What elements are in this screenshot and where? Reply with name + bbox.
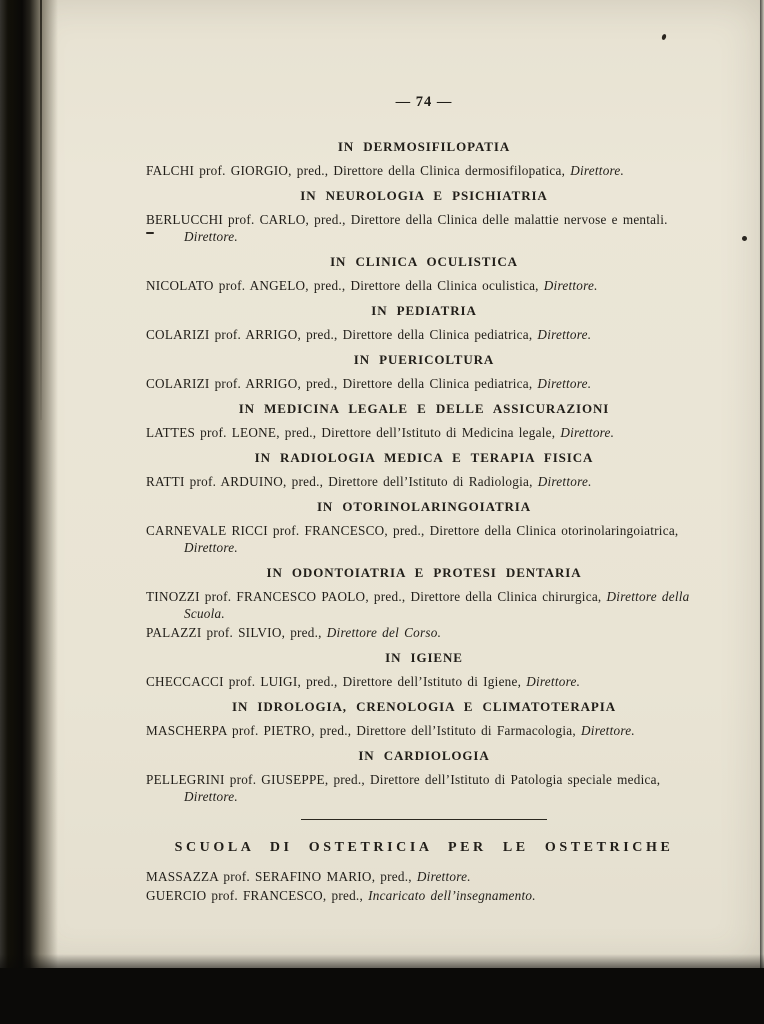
section-heading: IN ODONTOIATRIA E PROTESI DENTARIA	[266, 565, 582, 580]
entry-text: BERLUCCHI prof. CARLO, pred., Direttore della Clinica delle malattie nervose e mentali.	[146, 212, 668, 227]
directory-entry	[146, 887, 702, 904]
section-heading: IN IDROLOGIA, CRENOLOGIA E CLIMATOTERAPIA	[232, 699, 616, 714]
entry-text: CHECCACCI prof. LUIGI, pred., Direttore dell’Istituto di Igiene,	[146, 674, 527, 689]
entry-role-italic: Direttore.	[543, 278, 598, 293]
entry-text: MASSAZZA prof. SERAFINO MARIO, pred.,	[146, 869, 417, 884]
section-heading: IN PUERICOLTURA	[353, 352, 495, 367]
document-page	[26, 0, 760, 968]
entry-role-italic: Direttore della Scuola.	[184, 589, 690, 621]
directory-entry	[146, 375, 702, 392]
directory-entry	[146, 473, 702, 490]
entry-text: COLARIZI prof. ARRIGO, pred., Direttore della Clinica pediatrica,	[146, 376, 538, 391]
directory-entry	[146, 162, 702, 179]
entry-role-italic: Direttore.	[526, 674, 581, 689]
entry-text: PELLEGRINI prof. GIUSEPPE, pred., Direttore dell’Istituto di Patologia speciale medica,	[146, 772, 661, 787]
section-heading: IN RADIOLOGIA MEDICA E TERAPIA FISICA	[254, 450, 594, 465]
school-heading: SCUOLA DI OSTETRICIA PER LE OSTETRICHE	[174, 840, 674, 855]
entry-role-italic: Direttore.	[184, 789, 238, 804]
school-entries	[146, 868, 702, 904]
directory-entry	[146, 771, 702, 805]
directory-entry	[146, 211, 702, 245]
directory-entry	[146, 673, 702, 690]
entry-text: LATTES prof. LEONE, pred., Direttore dell’Istituto di Medicina legale,	[146, 425, 561, 440]
directory-entry	[146, 868, 702, 885]
entry-role-italic: Direttore.	[537, 376, 592, 391]
entry-role-italic: Direttore.	[537, 327, 592, 342]
scan-speck	[742, 236, 747, 241]
entry-text: MASCHERPA prof. PIETRO, pred., Direttore dell’Istituto di Farmacologia,	[146, 723, 581, 738]
section-heading: IN OTORINOLARINGOIATRIA	[316, 499, 532, 514]
section-heading: IN PEDIATRIA	[371, 303, 477, 318]
entry-role-italic: Direttore del Corso.	[326, 625, 442, 640]
entry-role-italic: Incaricato dell’insegnamento.	[368, 888, 536, 903]
scan-bottom-band	[0, 968, 764, 1024]
directory-entry	[146, 624, 702, 641]
entry-text: CARNEVALE RICCI prof. FRANCESCO, pred., Direttore della Clinica otorinolaringoiatrica,	[146, 523, 679, 538]
section-divider	[301, 819, 547, 820]
entry-text: PALAZZI prof. SILVIO, pred.,	[146, 625, 327, 640]
page-content	[146, 0, 702, 906]
entry-role-italic: Direttore.	[537, 474, 592, 489]
section-heading: IN CLINICA OCULISTICA	[330, 254, 518, 269]
directory-entry	[146, 722, 702, 739]
directory-entry	[146, 326, 702, 343]
entry-text: FALCHI prof. GIORGIO, pred., Direttore della Clinica dermosifilopatica,	[146, 163, 571, 178]
entry-role-italic: Direttore.	[560, 425, 615, 440]
entry-role-italic: Direttore.	[416, 869, 471, 884]
directory-entry	[146, 522, 702, 556]
entry-text: GUERCIO prof. FRANCESCO, pred.,	[146, 888, 369, 903]
section-heading: IN DERMOSIFILOPATIA	[337, 139, 511, 154]
entry-text: NICOLATO prof. ANGELO, pred., Direttore della Clinica oculistica,	[146, 278, 544, 293]
section-heading: IN MEDICINA LEGALE E DELLE ASSICURAZIONI	[238, 401, 610, 416]
entry-text: RATTI prof. ARDUINO, pred., Direttore dell’Istituto di Radiologia,	[146, 474, 538, 489]
entry-role-italic: Direttore.	[570, 163, 625, 178]
section-heading: IN CARDIOLOGIA	[358, 748, 490, 763]
entry-role-italic: Direttore.	[184, 540, 238, 555]
page-number: — 74 —	[395, 94, 453, 110]
directory-entry	[146, 424, 702, 441]
directory-entry	[146, 588, 702, 622]
directory-entry	[146, 277, 702, 294]
section-heading: IN IGIENE	[385, 650, 463, 665]
section-heading: IN NEUROLOGIA E PSICHIATRIA	[300, 188, 548, 203]
entry-text: COLARIZI prof. ARRIGO, pred., Direttore della Clinica pediatrica,	[146, 327, 538, 342]
entry-role-italic: Direttore.	[581, 723, 635, 738]
entry-role-italic: Direttore.	[184, 229, 238, 244]
sections	[146, 139, 702, 805]
entry-text: TINOZZI prof. FRANCESCO PAOLO, pred., Direttore della Clinica chirurgica,	[146, 589, 607, 604]
